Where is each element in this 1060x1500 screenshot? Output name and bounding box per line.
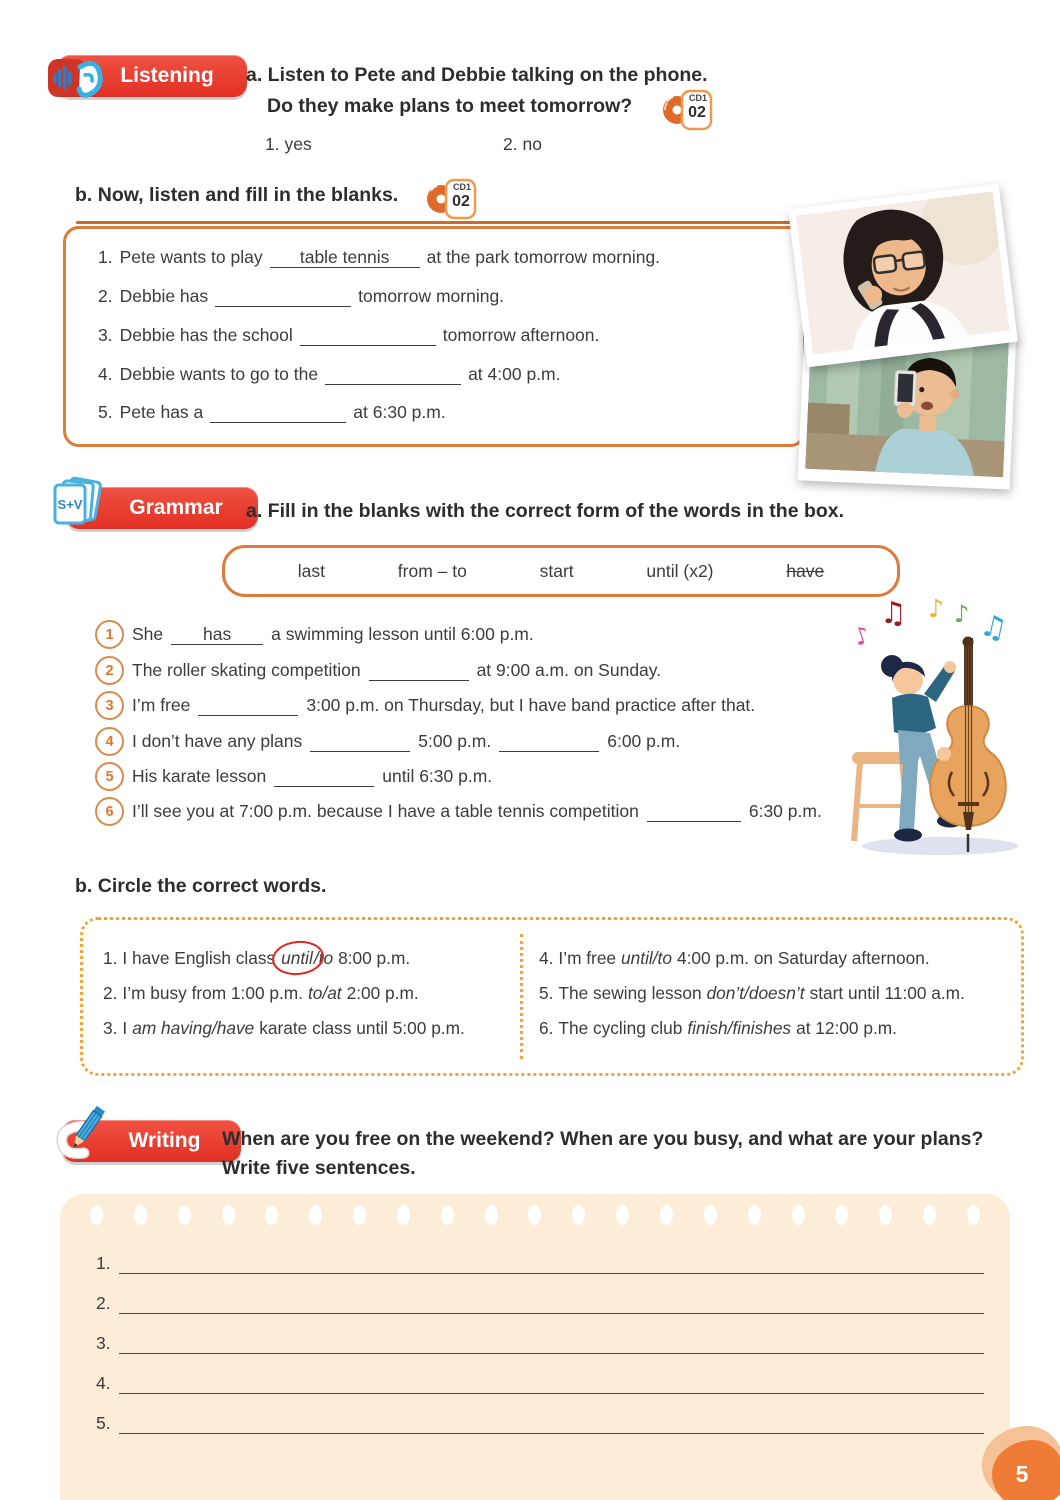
writing-line[interactable] <box>119 1332 984 1354</box>
writing-line[interactable] <box>119 1252 984 1274</box>
circle-item: 6. The cycling club finish/finishes at 12:00 p.m. <box>539 1018 897 1038</box>
circle-words-box <box>80 917 1024 1076</box>
blank-field[interactable] <box>274 767 374 787</box>
red-circle-annotation <box>271 938 326 977</box>
grammar-item: 3 I’m free 3:00 p.m. on Thursday, but I have band practice after that. <box>95 691 755 720</box>
circle-item: 3. I am having/have karate class until 5:00 p.m. <box>103 1018 465 1038</box>
writing-line-row: 4. <box>96 1372 984 1394</box>
circled-word[interactable]: until <box>280 948 314 969</box>
item-number-badge: 1 <box>95 620 124 649</box>
photo-girl-on-phone <box>788 184 1018 368</box>
pencil-icon <box>48 1102 108 1172</box>
item-number-badge: 3 <box>95 691 124 720</box>
choice-words[interactable]: don’t/doesn’t <box>706 983 805 1003</box>
choice-word[interactable]: to <box>318 948 334 968</box>
music-note-icon: ♪ <box>850 620 874 652</box>
blank-field[interactable] <box>300 325 436 346</box>
writing-badge-label: Writing <box>128 1129 201 1152</box>
answer-text: table tennis <box>299 247 390 267</box>
listening-instruction-line2: Do they make plans to meet tomorrow? <box>267 95 633 117</box>
binder-holes <box>90 1205 980 1225</box>
word-box-item: from – to <box>397 560 467 581</box>
grammar-badge-label: Grammar <box>129 496 223 519</box>
circle-item: 1. I have English class until / to 8:00 p.m. <box>103 948 465 969</box>
grammar-b-heading: b. Circle the correct words. <box>75 875 327 897</box>
blank-field[interactable] <box>499 732 599 752</box>
blank-field[interactable] <box>310 732 410 752</box>
blank-field[interactable] <box>369 661 469 681</box>
listening-badge-label: Listening <box>120 64 214 87</box>
word-box-item-struck: have <box>786 560 825 581</box>
writing-line-row: 2. <box>96 1292 984 1314</box>
choice-words[interactable]: to/at <box>307 983 342 1003</box>
answer-text: has <box>203 623 232 644</box>
grammar-instruction: a. Fill in the blanks with the correct form of the words in the box. <box>246 500 845 522</box>
blank-field[interactable] <box>647 802 741 822</box>
writing-line[interactable] <box>119 1372 984 1394</box>
writing-badge <box>62 1120 241 1162</box>
music-note-icon: ♫ <box>976 607 1011 648</box>
cd-icon: CD1 02 <box>662 88 714 137</box>
grammar-item: 5 His karate lesson until 6:30 p.m. <box>95 762 492 791</box>
choice-words[interactable]: finish/finishes <box>687 1018 792 1038</box>
choice-words[interactable]: until/to <box>621 948 672 968</box>
writing-line-row: 5. <box>96 1412 984 1434</box>
listening-item: 3. Debbie has the school tomorrow afternoon. <box>98 325 600 345</box>
music-note-icon: ♪ <box>954 600 970 628</box>
listening-item: 1. Pete wants to play table tennis at the park tomorrow morning. <box>98 247 661 267</box>
item-number-badge: 5 <box>95 762 124 791</box>
ear-icon <box>45 43 105 111</box>
writing-area <box>60 1194 1010 1500</box>
blank-field[interactable] <box>215 286 351 307</box>
option-yes[interactable]: 1. yes <box>265 134 312 154</box>
writing-prompt-line1: When are you free on the weekend? When are you busy, and what are your plans? <box>222 1128 984 1150</box>
writing-prompt-line2: Write five sentences. <box>222 1157 416 1179</box>
item-number-badge: 4 <box>95 727 124 756</box>
listening-item: 5. Pete has a at 6:30 p.m. <box>98 402 446 422</box>
blank-field[interactable] <box>198 696 298 716</box>
blank-field[interactable] <box>270 247 420 268</box>
blank-field[interactable] <box>325 364 461 385</box>
word-box-item: until (x2) <box>646 560 714 581</box>
writing-line-row: 3. <box>96 1332 984 1354</box>
word-box-item: start <box>539 560 574 581</box>
writing-line[interactable] <box>119 1412 984 1434</box>
music-note-icon: ♫ <box>880 596 907 631</box>
listening-item: 2. Debbie has tomorrow morning. <box>98 286 505 306</box>
flashcards-icon: S+V <box>50 473 108 539</box>
listening-instruction-line1: a. Listen to Pete and Debbie talking on the phone. <box>246 64 708 86</box>
circle-item: 2. I’m busy from 1:00 p.m. to/at 2:00 p.m. <box>103 983 419 1003</box>
listening-item: 4. Debbie wants to go to the at 4:00 p.m. <box>98 364 561 384</box>
listening-fill-box <box>63 226 806 447</box>
music-note-icon: ♪ <box>928 594 944 623</box>
option-no[interactable]: 2. no <box>503 134 542 154</box>
word-box-item: last <box>297 560 325 581</box>
column-divider <box>520 934 523 1059</box>
page-number-badge: 5 <box>992 1440 1060 1500</box>
choice-words[interactable]: am having/have <box>132 1018 255 1038</box>
grammar-item: 6 I’ll see you at 7:00 p.m. because I have a table tennis competition 6:30 p.m. <box>95 797 822 826</box>
circle-item: 4. I’m free until/to 4:00 p.m. on Saturday afternoon. <box>539 948 930 968</box>
grammar-item: 2 The roller skating competition at 9:00 a.m. on Sunday. <box>95 656 661 685</box>
circle-item: 5. The sewing lesson don’t/doesn’t start until 11:00 a.m. <box>539 983 965 1003</box>
blank-field[interactable] <box>210 402 346 423</box>
grammar-item: 1 She has a swimming lesson until 6:00 p.m. <box>95 620 534 649</box>
writing-line[interactable] <box>119 1292 984 1314</box>
cd-icon: CD1 02 <box>426 177 478 226</box>
grammar-item: 4 I don’t have any plans 5:00 p.m. 6:00 p.m. <box>95 727 680 756</box>
grammar-badge <box>57 487 258 529</box>
musician-illustration <box>840 592 1045 858</box>
writing-line-row: 1. <box>96 1252 984 1274</box>
blank-field[interactable] <box>171 625 263 645</box>
listening-badge <box>57 55 247 97</box>
item-number-badge: 2 <box>95 656 124 685</box>
word-box <box>222 545 900 597</box>
item-number-badge: 6 <box>95 797 124 826</box>
listening-b-heading: b. Now, listen and fill in the blanks. <box>75 184 399 206</box>
